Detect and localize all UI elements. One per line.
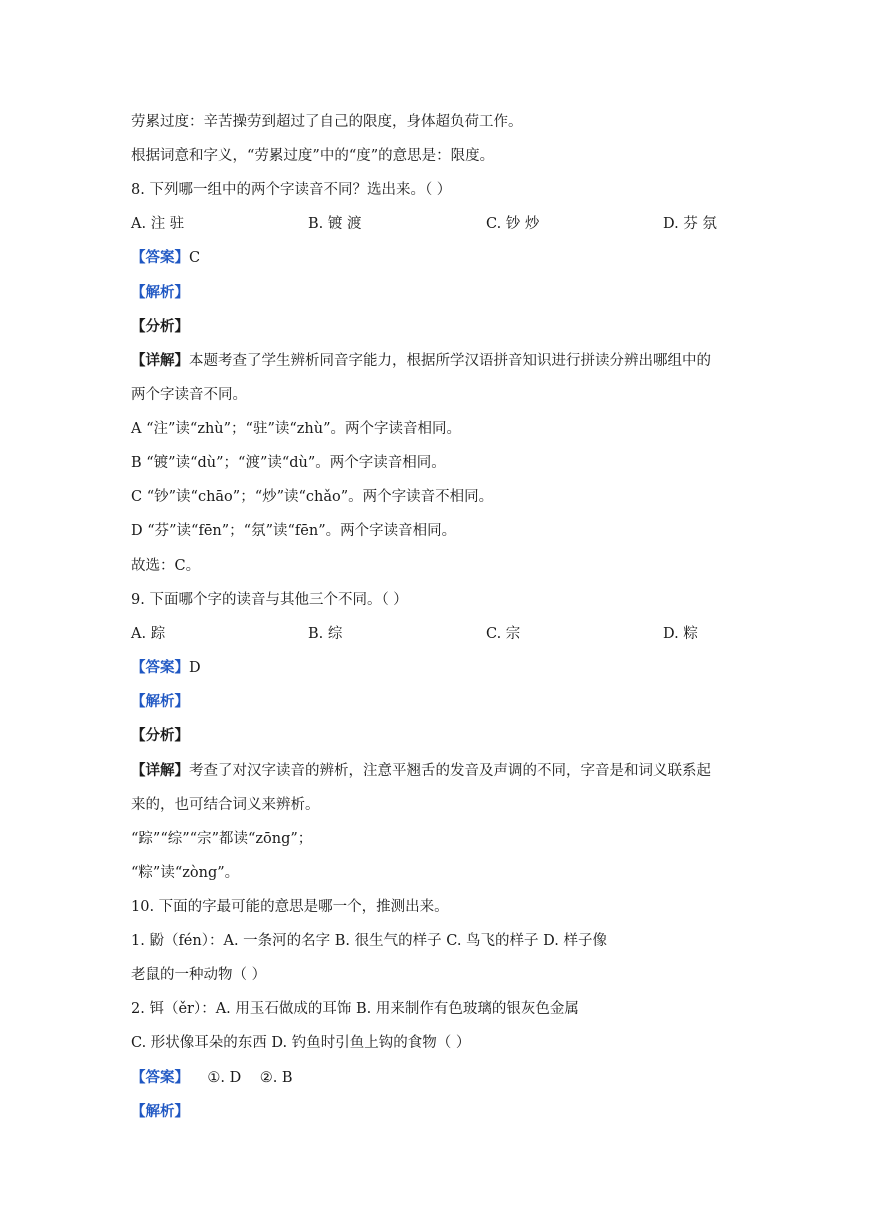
q9-option-c: C. 宗	[486, 626, 521, 642]
answer-tag: 【答案】	[131, 659, 189, 676]
q8-analysis	[131, 283, 189, 303]
q9-fenxi	[131, 726, 189, 746]
q10-analysis	[131, 1102, 189, 1122]
q9-answer	[131, 658, 201, 678]
q10-item1-line2: 老鼠的一种动物（ ）	[131, 967, 267, 983]
q9-option-a: A. 踪	[131, 626, 166, 642]
q8-fenxi	[131, 317, 189, 337]
q8-detail-text-1: 本题考查了学生辨析同音字能力，根据所学汉语拼音知识进行拼读分辨出哪组中的	[189, 353, 711, 369]
q9-analysis	[131, 692, 189, 712]
q8-line-b: B “镀”读“dù”；“渡”读“dù”。两个字读音相同。	[131, 455, 446, 471]
q10-item2-line2: C. 形状像耳朵的东西 D. 钓鱼时引鱼上钩的食物（ ）	[131, 1035, 471, 1051]
q9-stem: 9. 下面哪个字的读音与其他三个不同。（ ）	[131, 592, 408, 608]
q9-detail-2: 来的，也可结合词义来辨析。	[131, 797, 320, 813]
q8-option-b: B. 镀 渡	[308, 216, 362, 232]
q8-answer	[131, 248, 200, 268]
analysis-tag: 【解析】	[131, 693, 189, 710]
q9-option-b: B. 综	[308, 626, 343, 642]
q8-option-a: A. 注 驻	[131, 216, 185, 232]
fenxi-tag: 【分析】	[131, 727, 189, 744]
q10-answer-value: ①. D ②. B	[189, 1070, 293, 1086]
detail-tag: 【详解】	[131, 762, 189, 779]
q9-line-2: “粽”读“zòng”。	[131, 865, 240, 881]
detail-tag: 【详解】	[131, 352, 189, 369]
q9-detail-text-1: 考查了对汉字读音的辨析，注意平翘舌的发音及声调的不同，字音是和词义联系起	[189, 763, 711, 779]
analysis-tag: 【解析】	[131, 1103, 189, 1120]
answer-tag: 【答案】	[131, 1069, 189, 1086]
q8-detail-2: 两个字读音不同。	[131, 387, 247, 403]
answer-tag: 【答案】	[131, 249, 189, 266]
fenxi-tag: 【分析】	[131, 318, 189, 335]
analysis-tag: 【解析】	[131, 284, 189, 301]
q10-item1-line1: 1. 鼢（fén）：A. 一条河的名字 B. 很生气的样子 C. 鸟飞的样子 D. 样子像	[131, 933, 607, 949]
q8-line-d: D “芬”读“fēn”；“氛”读“fēn”。两个字读音相同。	[131, 523, 457, 539]
intro-line-2: 根据词意和字义，“劳累过度”中的“度”的意思是：限度。	[131, 148, 495, 164]
q10-answer	[131, 1068, 293, 1088]
q8-answer-value: C	[189, 250, 201, 266]
q10-stem: 10. 下面的字最可能的意思是哪一个，推测出来。	[131, 899, 449, 915]
q10-item2-line1: 2. 铒（ěr）：A. 用玉石做成的耳饰 B. 用来制作有色玻璃的银灰色金属	[131, 1001, 579, 1017]
q9-line-1: “踪”“综”“宗”都读“zōng”；	[131, 831, 313, 847]
q8-conclusion: 故选：C。	[131, 558, 201, 574]
q8-stem: 8. 下列哪一组中的两个字读音不同？选出来。（ ）	[131, 182, 452, 198]
q8-option-c: C. 钞 炒	[486, 216, 540, 232]
q8-line-a: A “注”读“zhù”；“驻”读“zhù”。两个字读音相同。	[131, 421, 462, 437]
q9-detail-1	[131, 761, 711, 781]
q9-answer-value: D	[189, 660, 201, 676]
intro-line-1: 劳累过度：辛苦操劳到超过了自己的限度，身体超负荷工作。	[131, 114, 523, 130]
q8-option-d: D. 芬 氛	[663, 216, 717, 232]
q9-option-d: D. 粽	[663, 626, 698, 642]
q8-line-c: C “钞”读“chāo”；“炒”读“chǎo”。两个字读音不相同。	[131, 489, 494, 505]
q8-detail-1	[131, 351, 711, 371]
